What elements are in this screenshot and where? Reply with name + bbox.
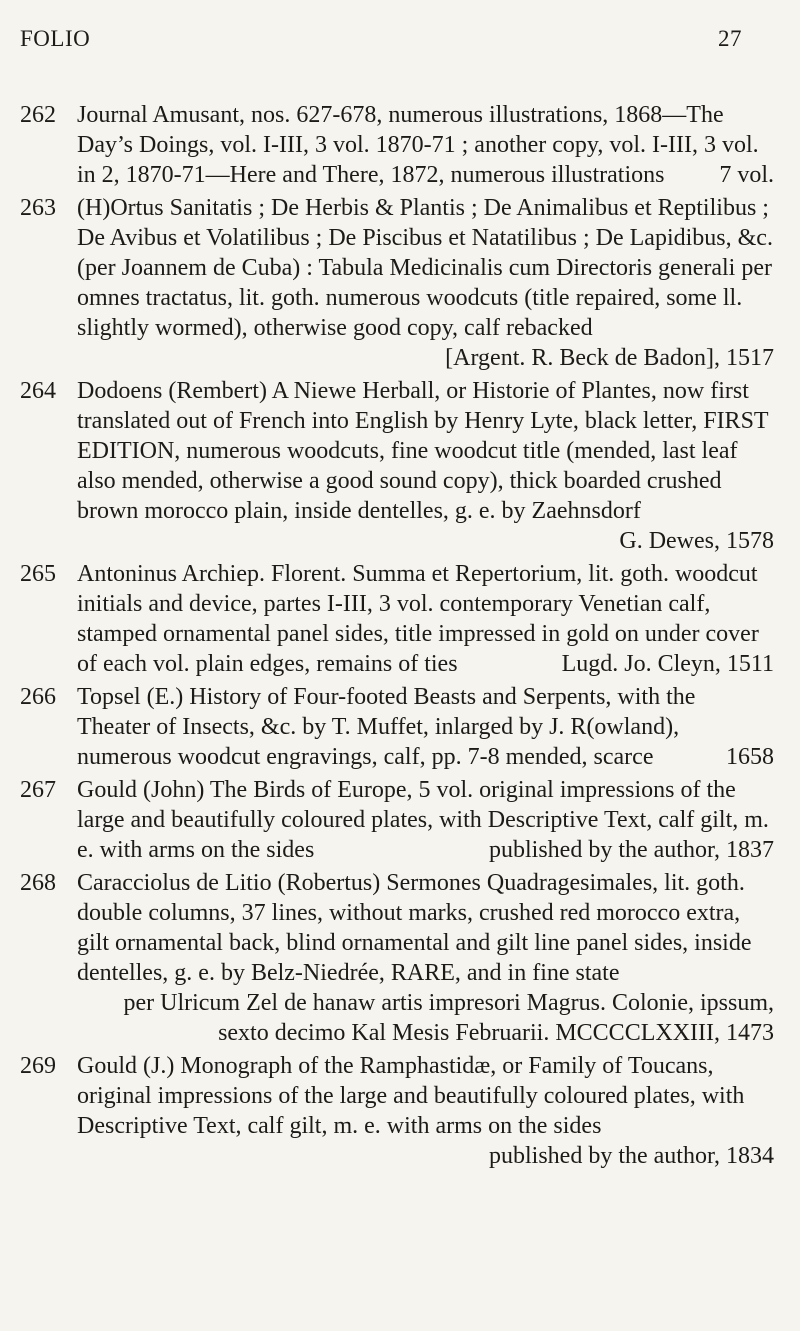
lot-entry-269 <box>20 1051 774 1171</box>
folio-label: FOLIO <box>20 26 91 51</box>
lot-tail: G. Dewes, 1578 <box>619 528 774 554</box>
lot-tail: published by the author, 1834 <box>489 1143 774 1169</box>
lot-entry-267 <box>20 775 774 865</box>
lot-description: Dodoens (Rembert) A Niewe Herball, or Historie of Plantes, now first translated out of French into English by Henry Lyte, black letter, FIRST EDITION, numerous woodcuts, fine woodcut title (mended, last leaf also mended, otherwise a good sound copy), thick boarded crushed brown morocco plain, inside dentelles, g. e. by Zaehnsdorf <box>77 378 769 524</box>
lot-description: (H)Ortus Sanitatis ; De Herbis & Plantis ; De Animalibus et Reptilibus ; De Avibus et Volatilibus ; De Piscibus et Natatilibus ; De Lapidibus, &c. (per Joannem de Cuba) : Tabula Medicinalis cum Directoris generali per omnes tractatus, lit. goth. numerous woodcuts (title repaired, some ll. slightly wormed), otherwise good copy, calf rebacked <box>77 195 773 341</box>
lot-description: Topsel (E.) History of Four-footed Beasts and Serpents, with the Theater of Insects, &c. by T. Muffet, inlarged by J. R(owland), numerous woodcut engravings, calf, pp. 7-8 mended, scarce <box>77 684 696 770</box>
lot-tail: 1658 <box>726 744 774 770</box>
lot-tail: [Argent. R. Beck de Badon], 1517 <box>445 345 774 371</box>
lot-entry-268 <box>20 868 774 1048</box>
lot-description: Caracciolus de Litio (Robertus) Sermones Quadragesimales, lit. goth. double columns, 37 lines, without marks, crushed red morocco extra, gilt ornamental back, blind ornamental and gilt line panel sides, inside dentelles, g. e. by Belz-Niedrée, RARE, and in fine state <box>77 870 752 986</box>
lot-tail: 7 vol. <box>719 162 774 188</box>
lot-number: 262 <box>20 102 56 128</box>
lot-tail: Lugd. Jo. Cleyn, 1511 <box>561 651 774 677</box>
lot-entry-262 <box>20 100 774 190</box>
lot-entry-266 <box>20 682 774 772</box>
lot-description: Gould (John) The Birds of Europe, 5 vol. original impressions of the large and beautifully coloured plates, with Descriptive Text, calf gilt, m. e. with arms on the sides <box>77 777 769 863</box>
lot-tail: per Ulricum Zel de hanaw artis impresori Magrus. Colonie, ipssum, sexto decimo Kal Mesis Februarii. MCCCCLXXIII, 1473 <box>123 990 774 1046</box>
lot-entry-264 <box>20 376 774 556</box>
lot-description: Journal Amusant, nos. 627-678, numerous illustrations, 1868—The Day’s Doings, vol. I-III, 3 vol. 1870-71 ; another copy, vol. I-III, 3 vol. in 2, 1870-71—Here and There, 1872, numerous illustrations <box>77 102 759 188</box>
lot-description: Antoninus Archiep. Florent. Summa et Repertorium, lit. goth. woodcut initials and device, partes I-III, 3 vol. contemporary Venetian calf, stamped ornamental panel sides, title impressed in gold on under cover of each vol. plain edges, remains of ties <box>77 561 759 677</box>
lot-number: 266 <box>20 684 56 710</box>
lot-entry-263 <box>20 193 774 373</box>
lot-number: 269 <box>20 1053 56 1079</box>
lot-description: Gould (J.) Monograph of the Ramphastidæ, or Family of Toucans, original impressions of the large and beautifully coloured plates, with Descriptive Text, calf gilt, m. e. with arms on the sides <box>77 1053 745 1139</box>
lot-number: 267 <box>20 777 56 803</box>
lot-number: 268 <box>20 870 56 896</box>
lot-list <box>20 100 774 1174</box>
page-number: 27 <box>718 26 742 51</box>
lot-entry-265 <box>20 559 774 679</box>
lot-number: 264 <box>20 378 56 404</box>
lot-number: 265 <box>20 561 56 587</box>
lot-number: 263 <box>20 195 56 221</box>
lot-tail: published by the author, 1837 <box>489 837 774 863</box>
page-header <box>20 26 742 52</box>
